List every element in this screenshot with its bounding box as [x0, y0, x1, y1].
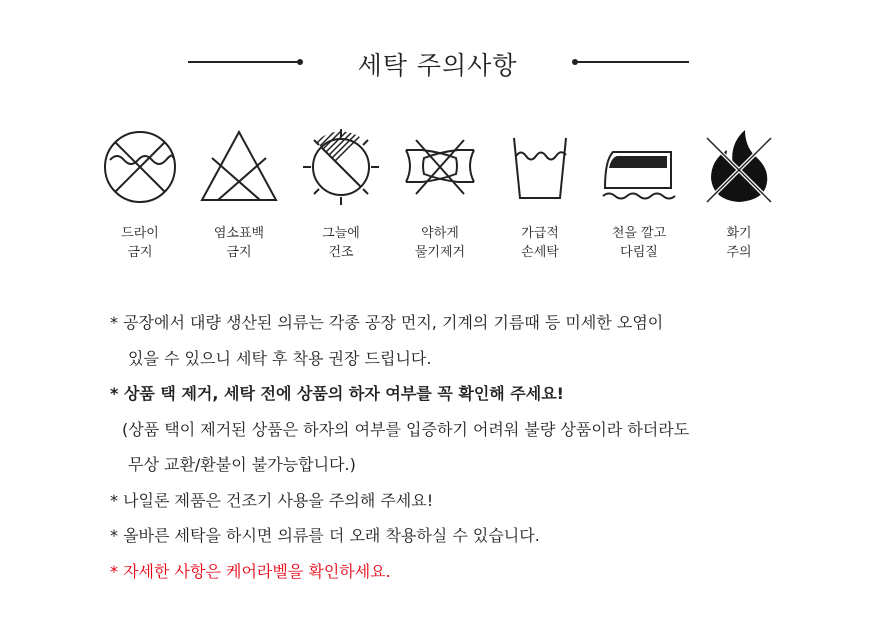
care-label-line2: 손세탁 [521, 245, 559, 260]
hand-wash-icon [500, 128, 580, 206]
page-title: 세탁 주의사항 [357, 51, 518, 80]
note-no-refund: (상품 택이 제거된 상품은 하자의 여부를 입증하기 어려워 불량 상품이라 하더라도 [122, 419, 690, 439]
care-item-hand-wash [495, 128, 585, 262]
note-nylon-dryer: * 나일론 제품은 건조기 사용을 주의해 주세요! [110, 490, 434, 510]
note-proper-washing: * 올바른 세탁을 하시면 의류를 더 오래 착용하실 수 있습니다. [110, 526, 540, 545]
care-label-line2: 물기제거 [414, 245, 466, 260]
care-item-shade-dry [296, 128, 386, 262]
care-item-no-wring [395, 128, 485, 262]
care-notes [110, 305, 810, 589]
title-divider-right [574, 61, 689, 63]
care-item-fire [694, 128, 784, 262]
note-check-care-label: * 자세한 사항은 케어라벨을 확인하세요. [110, 561, 391, 581]
no-bleach-icon [198, 128, 280, 206]
note-factory-dust-cont: 있을 수 있으니 세탁 후 착용 권장 드립니다. [128, 348, 432, 368]
shade-dry-icon [302, 128, 380, 206]
no-wash-dry-icon [101, 128, 179, 206]
note-check-defects: * 상품 택 제거, 세탁 전에 상품의 하자 여부를 꼭 확인해 주세요! [110, 384, 564, 403]
care-item-no-dry [95, 128, 185, 262]
care-label-line1: 약하게 [421, 226, 459, 241]
care-item-iron-cloth [594, 128, 684, 262]
care-label-line2: 다림질 [620, 245, 658, 260]
gentle-no-wring-icon [400, 128, 480, 206]
care-item-no-bleach [194, 128, 284, 262]
care-label-line1: 드라이 [121, 226, 159, 241]
care-label-line1: 화기 [726, 226, 752, 241]
care-label-line1: 천을 깔고 [611, 226, 667, 241]
care-icons [0, 128, 875, 273]
note-factory-dust: * 공장에서 대량 생산된 의류는 각종 공장 먼지, 기계의 기름때 등 미세한 오염이 [110, 313, 664, 332]
care-label-line2: 금지 [226, 245, 252, 260]
care-label-line1: 가급적 [521, 226, 559, 241]
care-label-line2: 금지 [127, 245, 153, 260]
iron-with-cloth-icon [597, 128, 681, 206]
note-no-refund-cont: 무상 교환/환불이 불가능합니다.) [128, 455, 356, 474]
title-row [0, 44, 875, 84]
care-label-line1: 염소표백 [213, 226, 265, 241]
care-label-line2: 건조 [328, 245, 354, 260]
care-label-line1: 그늘에 [322, 226, 360, 241]
care-label-line2: 주의 [726, 245, 752, 260]
fire-caution-icon [699, 128, 779, 206]
